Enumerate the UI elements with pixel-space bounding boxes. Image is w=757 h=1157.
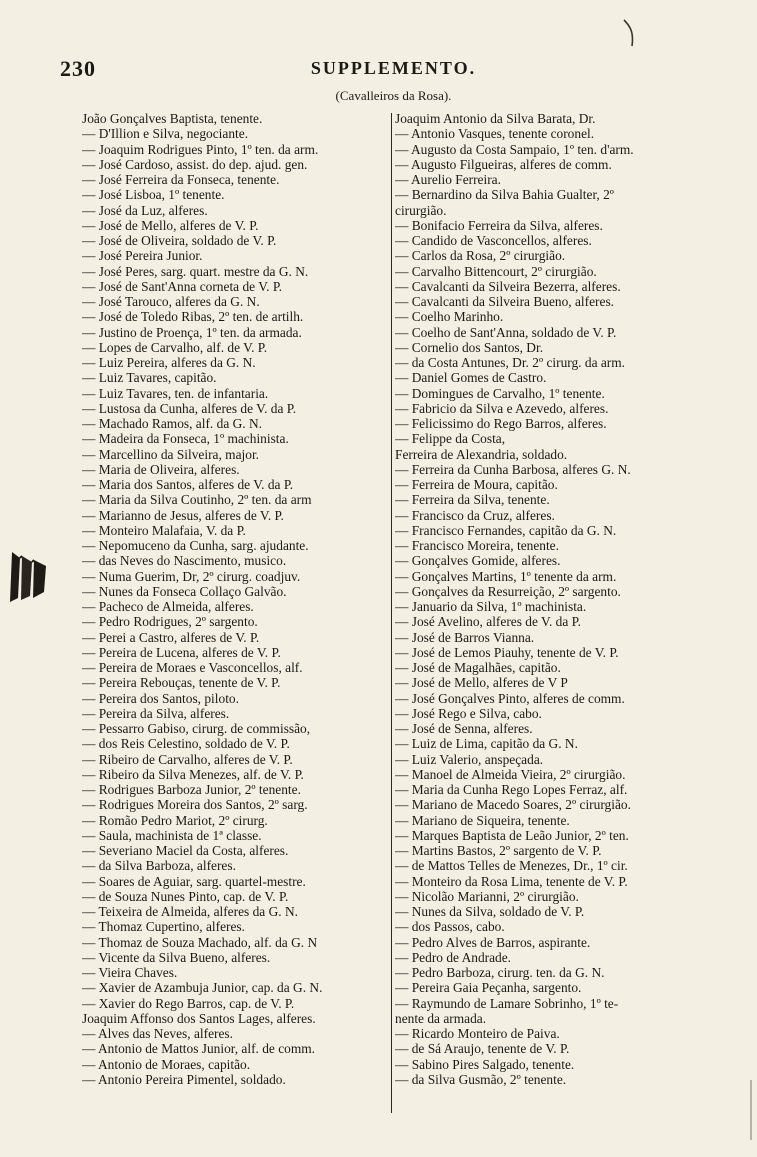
- list-item: — José Pereira Junior.: [82, 248, 203, 264]
- list-item: — Ferreira da Silva, tenente.: [395, 492, 550, 508]
- list-item: — Domingues de Carvalho, 1º tenente.: [395, 385, 605, 401]
- list-item: — Antonio Pereira Pimentel, soldado.: [82, 1071, 286, 1087]
- list-item: — Daniel Gomes de Castro.: [395, 370, 547, 386]
- list-item: — Mariano de Siqueira, tenente.: [395, 812, 570, 828]
- list-item: — Madeira da Fonseca, 1º machinista.: [82, 431, 289, 447]
- list-item: — José Avelino, alferes de V. da P.: [395, 614, 581, 630]
- list-item: — Luiz Pereira, alferes da G. N.: [82, 355, 256, 370]
- list-item: — Soares de Aguiar, sarg. quartel-mestre.: [82, 873, 306, 889]
- list-item: — Lopes de Carvalho, alf. de V. P.: [82, 339, 268, 355]
- list-item: — Maria dos Santos, alferes de V. da P.: [82, 477, 294, 492]
- list-item: João Gonçalves Baptista, tenente.: [82, 111, 263, 126]
- page-number: 230: [60, 56, 96, 81]
- list-item: — Pedro Rodrigues, 2º sargento.: [82, 614, 258, 630]
- list-item: — Ribeiro de Carvalho, alferes de V. P.: [82, 751, 293, 767]
- list-item: — Romão Pedro Mariot, 2º cirurg.: [82, 812, 268, 828]
- list-item: — Luiz Tavares, ten. de infantaria.: [82, 385, 269, 401]
- list-item: — Fabricio da Silva e Azevedo, alferes.: [395, 400, 609, 416]
- list-item: — Xavier do Rego Barros, cap. de V. P.: [82, 995, 295, 1011]
- list-item: — Lustosa da Cunha, alferes de V. da P.: [82, 400, 297, 416]
- right-column-entries: [395, 111, 713, 1087]
- list-item: — Cavalcanti da Silveira Bezerra, alferes.: [395, 278, 621, 294]
- list-item: — Januario da Silva, 1º machinista.: [395, 599, 587, 614]
- list-item: — Cavalcanti da Silveira Bueno, alferes.: [395, 294, 615, 309]
- column-divider: [391, 113, 392, 1113]
- list-item: — Carvalho Bittencourt, 2º cirurgião.: [395, 263, 597, 279]
- list-item: — Nicolão Marianni, 2º cirurgião.: [395, 888, 579, 904]
- list-item: — Pereira Gaia Peçanha, sargento.: [395, 980, 582, 996]
- list-item: — Justino de Proença, 1º ten. da armada.: [82, 324, 302, 340]
- list-item: — Pereira de Moraes e Vasconcellos, alf.: [82, 660, 303, 675]
- list-item: — Martins Bastos, 2º sargento de V. P.: [395, 843, 602, 858]
- page-edge-mark: [750, 1080, 752, 1140]
- list-item: — Pereira Rebouças, tenente de V. P.: [82, 675, 281, 691]
- list-item: — José de Lemos Piauhy, tenente de V. P.: [395, 644, 619, 660]
- list-item: — Coelho de Sant'Anna, soldado de V. P.: [395, 324, 617, 340]
- list-item: — Antonio Vasques, tenente coronel.: [395, 126, 595, 142]
- list-item: — José de Sant'Anna corneta de V. P.: [82, 278, 283, 294]
- list-item: — Maria da Silva Coutinho, 2º ten. da arm: [82, 492, 312, 508]
- list-item: — Joaquim Rodrigues Pinto, 1º ten. da arm.: [82, 141, 319, 157]
- list-item: — José Cardoso, assist. do dep. ajud. gen.: [82, 156, 308, 172]
- list-item: — Candido de Vasconcellos, alferes.: [395, 233, 592, 248]
- list-item: — Thomaz de Souza Machado, alf. da G. N: [82, 934, 318, 950]
- list-item: — D'Illion e Silva, negociante.: [82, 126, 249, 142]
- margin-stamp-ornament: [6, 548, 52, 604]
- list-item: — Augusto da Costa Sampaio, 1º ten. d'arm.: [395, 141, 634, 157]
- list-item: — Aurelio Ferreira.: [395, 172, 501, 187]
- list-item: — Severiano Maciel da Costa, alferes.: [82, 843, 289, 858]
- list-item: — Ribeiro da Silva Menezes, alf. de V. P.: [82, 766, 304, 782]
- list-item: — Nunes da Silva, soldado de V. P.: [395, 904, 585, 919]
- list-item: — José Peres, sarg. quart. mestre da G. N.: [82, 263, 309, 279]
- list-item: — Luiz de Lima, capitão da G. N.: [395, 736, 578, 752]
- list-item: — Machado Ramos, alf. da G. N.: [82, 416, 262, 431]
- list-item: — Maria da Cunha Rego Lopes Ferraz, alf.: [395, 782, 628, 797]
- list-item: — Francisco da Cruz, alferes.: [395, 507, 555, 523]
- list-item: — Francisco Fernandes, capitão da G. N.: [395, 522, 617, 538]
- list-item: — Pereira dos Santos, piloto.: [82, 690, 239, 706]
- list-item: — Gonçalves Martins, 1º tenente da arm.: [395, 568, 617, 584]
- list-item: — José Rego e Silva, cabo.: [395, 705, 542, 721]
- list-item: — Gonçalves Gomide, alferes.: [395, 553, 561, 569]
- list-item: — Mariano de Macedo Soares, 2º cirurgião.: [395, 797, 631, 813]
- list-item: Joaquim Antonio da Silva Barata, Dr.: [395, 111, 596, 126]
- list-item: — Pereira da Silva, alferes.: [82, 705, 230, 721]
- list-item: — da Silva Barboza, alferes.: [82, 858, 236, 874]
- left-column-entries: [82, 111, 388, 1087]
- list-item: cirurgião.: [395, 202, 447, 218]
- list-item: — Raymundo de Lamare Sobrinho, 1º te-: [395, 995, 619, 1011]
- list-item: — Bonifacio Ferreira da Silva, alferes.: [395, 217, 603, 233]
- list-item: — Coelho Marinho.: [395, 309, 504, 325]
- list-item: — José Lisboa, 1º tenente.: [82, 187, 225, 203]
- list-item: — José Tarouco, alferes da G. N.: [82, 294, 260, 309]
- list-item: — das Neves do Nascimento, musico.: [82, 553, 287, 569]
- list-item: — José Gonçalves Pinto, alferes de comm.: [395, 690, 625, 706]
- list-item: — da Costa Antunes, Dr. 2º cirurg. da arm.: [395, 355, 626, 370]
- list-item: — Pacheco de Almeida, alferes.: [82, 599, 254, 614]
- list-item: — Vieira Chaves.: [82, 965, 178, 980]
- list-item: — da Silva Gusmão, 2º tenente.: [395, 1071, 567, 1087]
- list-item: — Antonio de Mattos Junior, alf. de comm.: [82, 1041, 316, 1057]
- list-item: — Thomaz Cupertino, alferes.: [82, 919, 245, 935]
- list-item: — Felippe da Costa,: [395, 431, 506, 447]
- list-item: — Cornelio dos Santos, Dr.: [395, 339, 544, 355]
- list-item: — de Mattos Telles de Menezes, Dr., 1º cir.: [395, 858, 628, 874]
- list-item: — Augusto Filgueiras, alferes de comm.: [395, 156, 612, 172]
- list-item: — dos Passos, cabo.: [395, 919, 505, 935]
- list-item: — José de Toledo Ribas, 2º ten. de artilh.: [82, 309, 304, 325]
- list-item: — Numa Guerim, Dr, 2º cirurg. coadjuv.: [82, 568, 301, 584]
- list-item: — Rodrigues Moreira dos Santos, 2º sarg.: [82, 797, 308, 813]
- list-item: — José de Mello, alferes de V. P.: [82, 217, 259, 233]
- list-item: — de Souza Nunes Pinto, cap. de V. P.: [82, 888, 289, 904]
- list-item: — Pessarro Gabiso, cirurg. de commissão,: [82, 721, 311, 736]
- list-item: — Ricardo Monteiro de Paiva.: [395, 1026, 560, 1041]
- list-item: — Ferreira da Cunha Barbosa, alferes G. N.: [395, 461, 631, 477]
- list-item: — Marianno de Jesus, alferes de V. P.: [82, 507, 284, 523]
- list-item: — de Sá Araujo, tenente de V. P.: [395, 1041, 570, 1057]
- list-item: — José Ferreira da Fonseca, tenente.: [82, 172, 280, 187]
- list-item: — José de Senna, alferes.: [395, 721, 533, 736]
- list-item: — Gonçalves da Resurreição, 2º sargento.: [395, 583, 621, 599]
- list-item: — Sabino Pires Salgado, tenente.: [395, 1056, 575, 1072]
- list-item: — Francisco Moreira, tenente.: [395, 538, 559, 553]
- list-item: — Monteiro Malafaia, V. da P.: [82, 522, 246, 538]
- list-item: — Monteiro da Rosa Lima, tenente de V. P.: [395, 873, 628, 889]
- list-item: — Bernardino da Silva Bahia Gualter, 2º: [395, 187, 614, 203]
- list-item: — Alves das Neves, alferes.: [82, 1026, 233, 1041]
- page-title: SUPPLEMENTO.: [310, 58, 477, 78]
- list-item: — José de Oliveira, soldado de V. P.: [82, 233, 277, 248]
- list-item: — Rodrigues Barboza Junior, 2º tenente.: [82, 782, 301, 797]
- list-item: Ferreira de Alexandria, soldado.: [395, 446, 568, 462]
- list-item: — Luiz Valerio, anspeçada.: [395, 751, 544, 767]
- list-item: — Saula, machinista de 1ª classe.: [82, 827, 262, 843]
- list-item: — Marques Baptista de Leão Junior, 2º ten.: [395, 827, 629, 843]
- stray-pen-mark: [620, 18, 640, 48]
- list-item: — José de Barros Vianna.: [395, 629, 535, 645]
- list-item: — Perei a Castro, alferes de V. P.: [82, 629, 260, 645]
- list-item: — Maria de Oliveira, alferes.: [82, 461, 240, 477]
- list-item: — Felicissimo do Rego Barros, alferes.: [395, 416, 607, 431]
- list-item: — Antonio de Moraes, capitão.: [82, 1056, 251, 1072]
- list-item: — José de Mello, alferes de V P: [395, 675, 568, 691]
- list-item: — Marcellino da Silveira, major.: [82, 446, 260, 462]
- list-item: — Pedro Alves de Barros, aspirante.: [395, 934, 591, 950]
- list-item: — dos Reis Celestino, soldado de V. P.: [82, 736, 290, 752]
- list-item: — Ferreira de Moura, capitão.: [395, 477, 558, 492]
- list-item: — Pedro Barboza, cirurg. ten. da G. N.: [395, 965, 605, 980]
- list-item: — Manoel de Almeida Vieira, 2º cirurgião.: [395, 766, 626, 782]
- list-item: — Pedro de Andrade.: [395, 949, 512, 965]
- list-item: — Nunes da Fonseca Collaço Galvão.: [82, 583, 287, 599]
- list-item: nente da armada.: [395, 1010, 487, 1026]
- list-item: — Luiz Tavares, capitão.: [82, 370, 217, 386]
- list-item: Joaquim Affonso dos Santos Lages, alferes.: [82, 1010, 316, 1026]
- list-item: — Teixeira de Almeida, alferes da G. N.: [82, 904, 298, 919]
- list-item: — José da Luz, alferes.: [82, 202, 208, 218]
- list-item: — Nepomuceno da Cunha, sarg. ajudante.: [82, 538, 309, 553]
- list-item: — Pereira de Lucena, alferes de V. P.: [82, 644, 281, 660]
- list-item: — Carlos da Rosa, 2º cirurgião.: [395, 248, 566, 264]
- section-subtitle: (Cavalleiros da Rosa).: [335, 88, 452, 103]
- list-item: — Vicente da Silva Bueno, alferes.: [82, 949, 271, 965]
- list-item: — Xavier de Azambuja Junior, cap. da G. N.: [82, 980, 323, 996]
- list-item: — José de Magalhães, capitão.: [395, 660, 561, 675]
